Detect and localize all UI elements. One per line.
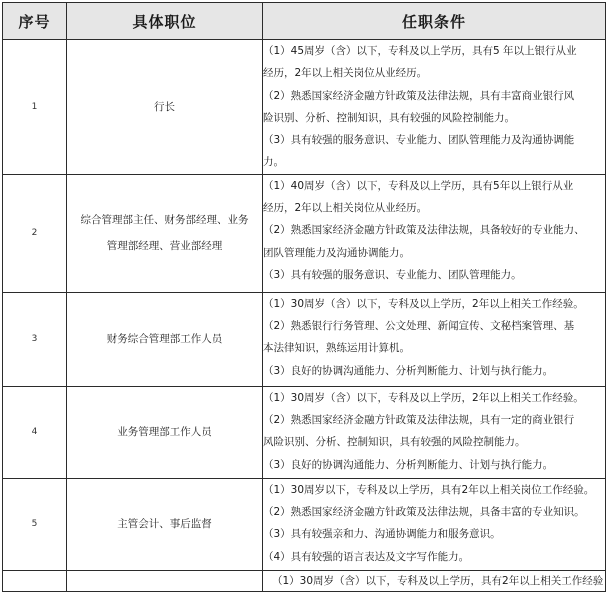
table-header-row — [3, 3, 606, 40]
position-line: 行长 — [154, 100, 175, 113]
requirement-line: （2）熟悉国家经济金融方针政策及法律法规，具有丰富商业银行风 — [263, 89, 575, 102]
requirement-line: （2）熟悉国家经济金融方针政策及法律法规，具有一定的商业银行 — [263, 414, 575, 427]
row-index: 4 — [3, 386, 67, 478]
table-row — [3, 174, 606, 292]
requirement-line: （3）具有较强的服务意识、专业能力、团队管理能力。 — [263, 268, 522, 281]
requirement-line: 本法律知识，熟练运用计算机。 — [263, 342, 410, 355]
requirements-cell — [263, 386, 606, 478]
requirement-line: （1）30周岁（含）以下，专科及以上学历，2年以上相关工作经验。 — [263, 297, 584, 310]
requirement-line: （2）熟悉银行行务管理、公文处理、新闻宣传、文秘档案管理、基 — [263, 320, 575, 333]
row-index: 5 — [3, 478, 67, 570]
position-cell — [67, 174, 263, 292]
position-cell — [67, 386, 263, 478]
row-index: 3 — [3, 292, 67, 386]
requirement-line: （3）具有较强亲和力、沟通协调能力和服务意识。 — [263, 528, 501, 541]
position-cell — [67, 570, 263, 591]
requirement-line: （1）40周岁（含）以下，专科及以上学历，具有5年以上银行从业 — [263, 179, 574, 192]
requirement-line: （2）熟悉国家经济金融方针政策及法律法规，具备丰富的专业知识。 — [263, 506, 585, 519]
position-line: 管理部经理、营业部经理 — [106, 240, 223, 253]
requirement-line: 风险识别、分析、控制知识，具有较强的风险控制能力。 — [263, 436, 526, 449]
requirements-cell — [263, 174, 606, 292]
position-cell — [67, 40, 263, 175]
row-index: 1 — [3, 40, 67, 175]
position-cell — [67, 478, 263, 570]
table-row — [3, 292, 606, 386]
requirement-line: （3）良好的协调沟通能力、分析判断能力、计划与执行能力。 — [263, 364, 554, 377]
requirement-line: 团队管理能力及沟通协调能力。 — [263, 246, 410, 259]
requirements-cell — [263, 292, 606, 386]
requirement-line: 险识别、分析、控制知识，具有较强的风险控制能力。 — [263, 111, 515, 124]
position-cell — [67, 292, 263, 386]
requirement-line: （1）30周岁（含）以下，专科及以上学历，2年以上相关工作经验。 — [263, 391, 584, 404]
row-index: 2 — [3, 174, 67, 292]
requirements-cell — [263, 478, 606, 570]
requirement-line: （1）30周岁（含）以下，专科及以上学历，具有2年以上相关工作经验 — [272, 574, 604, 587]
requirements-cell — [263, 570, 606, 591]
position-line: 业务管理部工作人员 — [117, 426, 212, 439]
requirements-cell — [263, 40, 606, 175]
header-position: 具体职位 — [67, 3, 263, 40]
requirement-line: 经历，2年以上相关岗位从业经历。 — [263, 67, 428, 80]
requirement-line: （1）45周岁（含）以下，专科及以上学历，具有5 年以上银行从业 — [263, 45, 577, 57]
table-row — [3, 386, 606, 478]
position-line: 财务综合管理部工作人员 — [106, 333, 223, 346]
requirement-line: （3）具有较强的服务意识、专业能力、团队管理能力及沟通协调能 — [263, 134, 575, 147]
position-line: 综合管理部主任、财务部经理、业务 — [80, 214, 249, 227]
table-row — [3, 478, 606, 570]
requirement-line: （1）30周岁以下，专科及以上学历，具有2年以上相关岗位工作经验。 — [263, 483, 595, 496]
requirement-line: （3）良好的协调沟通能力、分析判断能力、计划与执行能力。 — [263, 458, 554, 471]
position-line: 主管会计、事后监督 — [117, 518, 212, 531]
requirement-line: 力。 — [263, 156, 284, 169]
requirement-line: （2）熟悉国家经济金融方针政策及法律法规，具备较好的专业能力、 — [263, 224, 585, 237]
table-row — [3, 40, 606, 175]
header-requirements: 任职条件 — [263, 3, 606, 40]
job-requirements-table — [2, 2, 606, 592]
requirement-line: （4）具有较强的语言表达及文字写作能力。 — [263, 550, 470, 563]
header-index: 序号 — [3, 3, 67, 40]
table-row-partial — [3, 570, 606, 591]
requirement-line: 经历，2年以上相关岗位从业经历。 — [263, 202, 428, 215]
row-index — [3, 570, 67, 591]
